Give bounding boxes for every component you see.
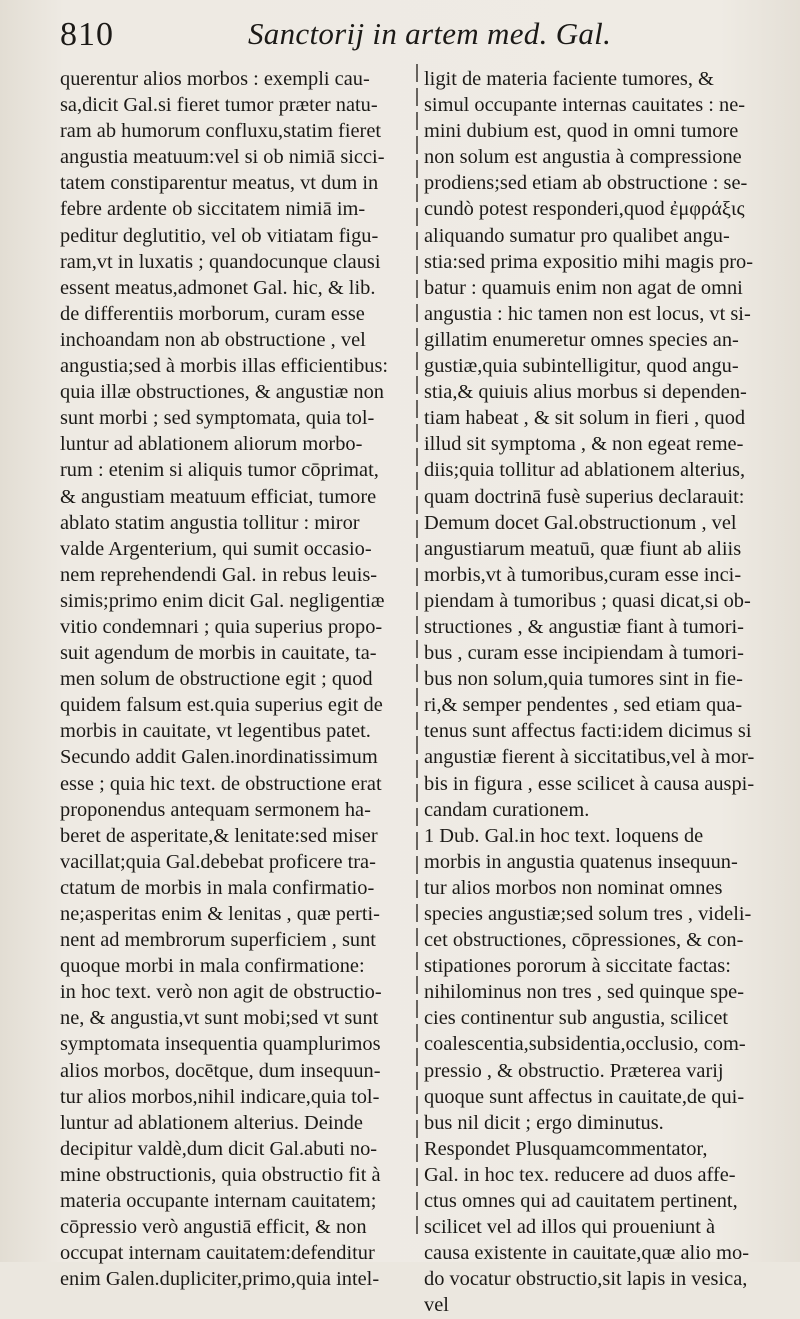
text-line: angustia meatuum:vel si ob nimiā sicci- (60, 146, 385, 169)
text-line: batur : quamuis enim non agat de omni (424, 276, 743, 299)
text-line: ctus omnes qui ad cauitatem pertinent, (424, 1190, 738, 1213)
text-line: ri,& semper pendentes , sed etiam qua- (424, 694, 743, 717)
text-line: mini dubium est, quod in omni tumore (424, 120, 739, 143)
text-line: ctatum de morbis in mala confirmatio- (60, 876, 375, 899)
text-line: & angustiam meatuum efficiat, tumore (60, 485, 377, 508)
text-line: in hoc text. verò non agit de obstructio- (60, 981, 382, 1004)
text-line: Respondet Plusquamcommentator, (424, 1137, 708, 1160)
text-line: tatem constiparentur meatus, vt dum in (60, 172, 379, 195)
text-line: mine obstructionis, quia obstructio fit à (60, 1163, 381, 1186)
text-line: prodiens;sed etiam ab obstructione : se- (424, 172, 748, 195)
text-line: materia occupante internam cauitatem; (60, 1190, 377, 1213)
text-line: proponendus antequam sermonem ha- (60, 798, 371, 821)
text-line: ablato statim angustia tollitur : miror (60, 511, 360, 534)
text-line: cundò potest responderi,quod ἐμφράξις (424, 198, 745, 221)
text-line: sa,dicit Gal.si fieret tumor præter natu- (60, 94, 378, 117)
page-header (60, 12, 760, 56)
text-line: ram,vt in luxatis ; quandocunque clausi (60, 250, 381, 273)
text-line: aliquando sumatur pro qualibet angu- (424, 224, 730, 247)
text-line: quidem falsum est.quia superius egit de (60, 694, 383, 717)
text-line: vitio condemnari ; quia superius propo- (60, 615, 383, 638)
left-text-column (60, 66, 416, 1292)
column-divider (416, 64, 418, 1234)
text-line: nent ad membrorum superficiem , sunt (60, 929, 376, 952)
text-line: cies continentur sub angustia, scilicet (424, 1007, 729, 1030)
page-number: 810 (60, 16, 114, 53)
text-line: occupat internam cauitatem:defenditur (60, 1242, 375, 1265)
text-line: valde Argenterium, qui sumit occasio- (60, 537, 372, 560)
text-line: non solum est angustia à compressione (424, 146, 742, 169)
text-line: beret de asperitate,& lenitate:sed miser (60, 824, 378, 847)
text-line: ram ab humorum confluxu,statim fieret (60, 120, 382, 143)
text-line: sunt morbi ; sed symptomata, quia tol- (60, 407, 375, 430)
text-line: do vocatur obstructio,sit lapis in vesica, (424, 1268, 748, 1291)
text-line: quoque sunt affectus in cauitate,de qui- (424, 1085, 745, 1108)
text-line: scilicet vel ad illos qui proueniunt à (424, 1216, 716, 1239)
text-line: peditur deglutitio, vel ob vitiatam figu- (60, 224, 379, 247)
text-line: rum : etenim si aliquis tumor cōprimat, (60, 459, 379, 482)
text-line: men solum de obstructione egit ; quod (60, 668, 373, 691)
text-line: bus non solum,quia tumores sint in fie- (424, 668, 743, 691)
text-line: gillatim enumeretur omnes species an- (424, 328, 739, 351)
text-line: quam doctrinā fusè superius declarauit: (424, 485, 745, 508)
text-line: querentur alios morbos : exempli cau- (60, 68, 370, 90)
text-line: Secundo addit Galen.inordinatissimum (60, 746, 378, 769)
text-line: diis;quia tollitur ad ablationem alterius, (424, 459, 746, 482)
text-line: causa existente in cauitate,quæ alio mo- (424, 1242, 750, 1265)
text-line: 1 Dub. Gal.in hoc text. loquens de (424, 824, 704, 847)
text-line: ligit de materia faciente tumores, & (424, 68, 714, 90)
text-line: ne;asperitas enim & lenitas , quæ perti- (60, 903, 380, 925)
running-head: Sanctorij in artem med. Gal. (248, 16, 612, 51)
text-line: quoque morbi in mala confirmatione: (60, 955, 365, 978)
text-line: vel (424, 1294, 449, 1317)
text-line: Gal. in hoc tex. reducere ad duos affe- (424, 1163, 736, 1186)
text-line: gustiæ,quia subintelligitur, quod angu- (424, 355, 739, 378)
text-line: morbis in cauitate, vt legentibus patet. (60, 720, 371, 743)
text-line: symptomata insequentia quamplurimos (60, 1033, 381, 1056)
text-line: luntur ad ablationem alterius. Deinde (60, 1111, 363, 1134)
text-line: ne, & angustia,vt sunt mobi;sed vt sunt (60, 1007, 379, 1030)
text-line: stia,& quiuis alius morbus si dependen- (424, 381, 747, 404)
text-line: esse ; quia hic text. de obstructione erat (60, 772, 382, 795)
text-line: morbis,vt à tumoribus,curam esse inci- (424, 563, 742, 586)
text-line: piendam à tumoribus ; quasi dicat,si ob- (424, 589, 751, 612)
text-line: quia illæ obstructiones, & angustiæ non (60, 381, 384, 404)
text-line: alios morbos, docētque, dum insequun- (60, 1059, 381, 1082)
text-line: essent meatus,admonet Gal. hic, & lib. (60, 276, 376, 299)
text-line: angustiarum meatuū, quæ fiunt ab aliis (424, 537, 742, 560)
text-line: febre ardente ob siccitatem nimiā im- (60, 198, 366, 221)
text-line: suit agendum de morbis in cauitate, ta- (60, 642, 377, 665)
text-line: cōpressio verò angustiā efficit, & non (60, 1216, 367, 1239)
text-line: cet obstructiones, cōpressiones, & con- (424, 929, 744, 952)
text-line: nem reprehendendi Gal. in rebus leuis- (60, 563, 378, 586)
text-line: coalescentia,subsidentia,occlusio, com- (424, 1033, 746, 1056)
text-line: simul occupante internas cauitates : ne- (424, 94, 746, 117)
text-line: Demum docet Gal.obstructionum , vel (424, 511, 737, 534)
text-line: candam curationem. (424, 798, 590, 821)
text-line: stia:sed prima expositio mihi magis pro- (424, 250, 754, 273)
text-line: tenus sunt affectus facti:idem dicimus si (424, 720, 752, 743)
text-line: angustiæ fierent à siccitatibus,vel à mor- (424, 746, 755, 769)
text-line: inchoandam non ab obstructione , vel (60, 328, 366, 351)
text-line: angustia;sed à morbis illas efficientibus: (60, 355, 389, 378)
text-line: enim Galen.dupliciter,primo,quia intel- (60, 1268, 380, 1291)
text-line: stipationes pororum à siccitate factas: (424, 955, 731, 978)
text-line: decipitur valdè,dum dicit Gal.abuti no- (60, 1137, 378, 1160)
text-line: vacillat;quia Gal.debebat proficere tra- (60, 850, 376, 873)
text-line: bis in figura , esse scilicet à causa auspi- (424, 772, 755, 795)
text-line: de differentiis morborum, curam esse (60, 302, 365, 325)
text-line: tiam habeat , & sit solum in fieri , quod (424, 407, 746, 430)
text-line: pressio , & obstructio. Præterea varij (424, 1059, 724, 1082)
text-line: angustia : hic tamen non est locus, vt si- (424, 302, 751, 325)
text-line: tur alios morbos,nihil indicare,quia tol- (60, 1085, 380, 1108)
text-line: structiones , & angustiæ fiant à tumori- (424, 615, 744, 638)
text-line: bus nil dicit ; ergo diminutus. (424, 1111, 664, 1134)
text-line: luntur ad ablationem aliorum morbo- (60, 433, 363, 456)
text-line: bus , curam esse incipiendam à tumori- (424, 642, 744, 665)
text-line: illud sit symptoma , & non egeat reme- (424, 433, 744, 456)
text-line: tur alios morbos non nominat omnes (424, 876, 723, 899)
text-line: species angustiæ;sed solum tres , videli- (424, 903, 752, 925)
right-text-column (424, 66, 764, 1319)
text-line: morbis in angustia quatenus insequun- (424, 850, 738, 873)
text-line: simis;primo enim dicit Gal. negligentiæ (60, 589, 385, 612)
text-line: nihilominus non tres , sed quinque spe- (424, 981, 744, 1004)
